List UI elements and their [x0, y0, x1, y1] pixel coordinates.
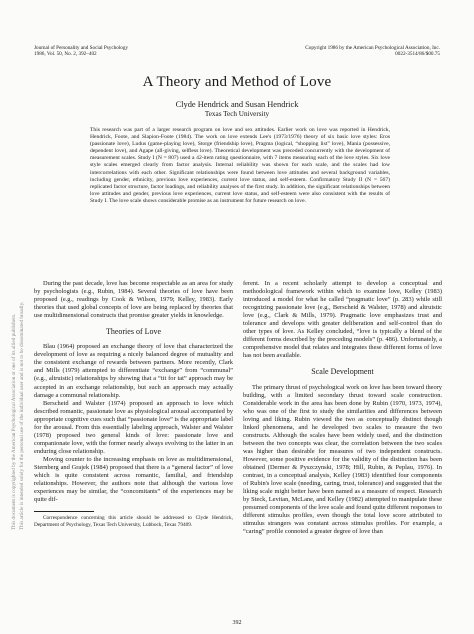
- copyright-notice: [305, 45, 440, 57]
- continued-paragraph: ferent. In a recent scholarly attempt to develop a conceptual and methodological framework within which to examine love, Kelley (1983) introduced a model for what he called “pragmatic love” (p. 283) while still recognizing passionate love (e.g., Berscheid & Walster, 1978) and altruistic love (e.g., Clark & Mills, 1979). Pragmatic love emphasizes trust and tolerance and develops with greater deliberation and self-control than do other types of love. As Kelley concluded, “love is typically a blend of the different forms described by the preceding models” (p. 486). Unfortunately, a comprehensive model that relates and integrates these different forms of love has not been available.: [243, 280, 442, 360]
- intro-paragraph: During the past decade, love has become respectable as an area for study by psychologists (e.g., Rubin, 1984). Several theories of love have been proposed (e.g., readings by Cook & Wilson, 1979; Kelley, 1983). Early theories that used global concepts of love are being replaced by theories that use multidimensional constructs that promise greater yields in knowledge.: [34, 280, 233, 320]
- page-number: 392: [232, 620, 242, 626]
- journal-name: Journal of Personality and Social Psychology: [34, 45, 129, 51]
- section-heading-scale-development: Scale Development: [311, 367, 374, 377]
- body-paragraph: Berscheid and Walster (1974) proposed an approach to love which described romantic, passionate love as physiological arousal accompanied by appropriate cognitive cues such that “passionate love” is the appropriate label for the arousal. From this essentially labeling approach, Walster and Walster (1978) proposed two general kinds of love: passionate love and companionate love, with the former nearly always evolving to the latter in an enduring close relationship.: [34, 399, 233, 455]
- journal-volume: 1986, Vol. 50, No. 2, 392–402: [34, 51, 97, 57]
- copyright-side-note: [4, 170, 28, 530]
- article-authors: Clyde Hendrick and Susan Hendrick: [175, 100, 299, 109]
- issn-line: 0022-3514/86/$00.75: [395, 51, 440, 57]
- side-note-line-1: This document is copyrighted by the American Psychological Association or one of its allied publishers.: [11, 313, 17, 530]
- author-affiliation: Texas Tech University: [204, 110, 270, 118]
- footnote-divider: [34, 511, 94, 512]
- left-column: [34, 280, 233, 528]
- correspondence-footnote: Correspondence concerning this article should be addressed to Clyde Hendrick, Department of Psychology, Texas Tech University, Lubbock, Texas 79409.: [34, 515, 233, 528]
- article-title: A Theory and Method of Love: [142, 74, 332, 90]
- body-paragraph: The primary thrust of psychological work on love has been toward theory building, with a limited secondary thrust toward scale construction. Considerable work in the area has been done by Rubin (1970, 1973, 1974), who was one of the first to study the similarities and differences between loving and liking. Rubin viewed the two as conceptually distinct though linked phenomena, and he developed two scales to measure the two constructs. Although the scales have been widely used, and the distinction between the two concepts was clear, the correlation between the two scales was higher than desirable for measures of two independent constructs. However, some positive evidence for the validity of the distinction has been obtained (Dermer & Pyszczynski, 1978; Hill, Rubin, & Peplau, 1976). In contrast, in a conceptual analysis, Kelley (1983) identified four components of Rubin's love scale (needing, caring, trust, tolerance) and suggested that the liking scale might better have been named as a measure of respect. Research by Steck, Levitan, McLane, and Kelley (1982) attempted to manipulate these presumed components of the love scale and found quite different responses to different stimulus profiles, even though the total love score attributed to stimulus strangers was constant across stimulus profiles. For example, a “caring” profile connoted a greater degree of love than: [243, 383, 442, 536]
- copyright-line: Copyright 1986 by the American Psychological Association, Inc.: [305, 45, 440, 51]
- section-heading-theories: Theories of Love: [105, 327, 162, 337]
- journal-citation: [34, 45, 128, 57]
- side-note-line-2: This article is intended solely for the personal use of the individual user and is not to be disseminated broadly.: [19, 301, 25, 530]
- body-paragraph: Blau (1964) proposed an exchange theory of love that characterized the development of love as requiring a nicely balanced degree of mutuality and the consistent exchange of rewards between partners. More recently, Clark and Mills (1979) attempted to differentiate “exchange” from “communal” (e.g., altruistic) relationships by showing that a “tit for tat” approach may be accepted in an exchange relationship, but such an approach may actually damage a communal relationship.: [34, 343, 233, 399]
- body-paragraph: Moving counter to the increasing emphasis on love as multidimensional, Sternberg and Grajek (1984) proposed that there is a “general factor” of love which is quite consistent across romantic, familial, and friendship relationships. However, the authors note that although the various love experiences may be similar, the “concomitants” of the experiences may be quite dif-: [34, 455, 233, 504]
- right-column: [243, 280, 442, 536]
- abstract: This research was part of a larger research program on love and sex attitudes. Earlier work on love was reported in Hendrick, Hendrick, Foote, and Slapion-Foote (1984). The work on love extends Lee's (1973/1976) theory of six basic love styles: Eros (passionate love), Ludus (game-playing love), Storge (friendship love), Pragma (logical, “shopping list” love), Mania (possessive, dependent love), and Agape (all-giving, selfless love). Theoretical development was preceded concurrently with the development of measurement scales. Study I (N = 807) used a 42-item rating questionnaire, with 7 items measuring each of the love styles. Six love style scales emerged clearly from factor analysis. Internal reliability was shown for each scale, and the scales had low intercorrelations with each other. Significant relationships were found between love attitudes and several background variables, including gender, ethnicity, previous love experiences, current love status, and self-esteem. Confirmatory Study II (N = 567) replicated factor structure, factor loadings, and reliability analyses of the first study. In addition, the significant relationships between love attitudes and gender, previous love experiences, current love status, and self-esteem were also consistent with the results of Study I. The love scale shows considerable promise as an instrument for future research on love.: [90, 127, 390, 204]
